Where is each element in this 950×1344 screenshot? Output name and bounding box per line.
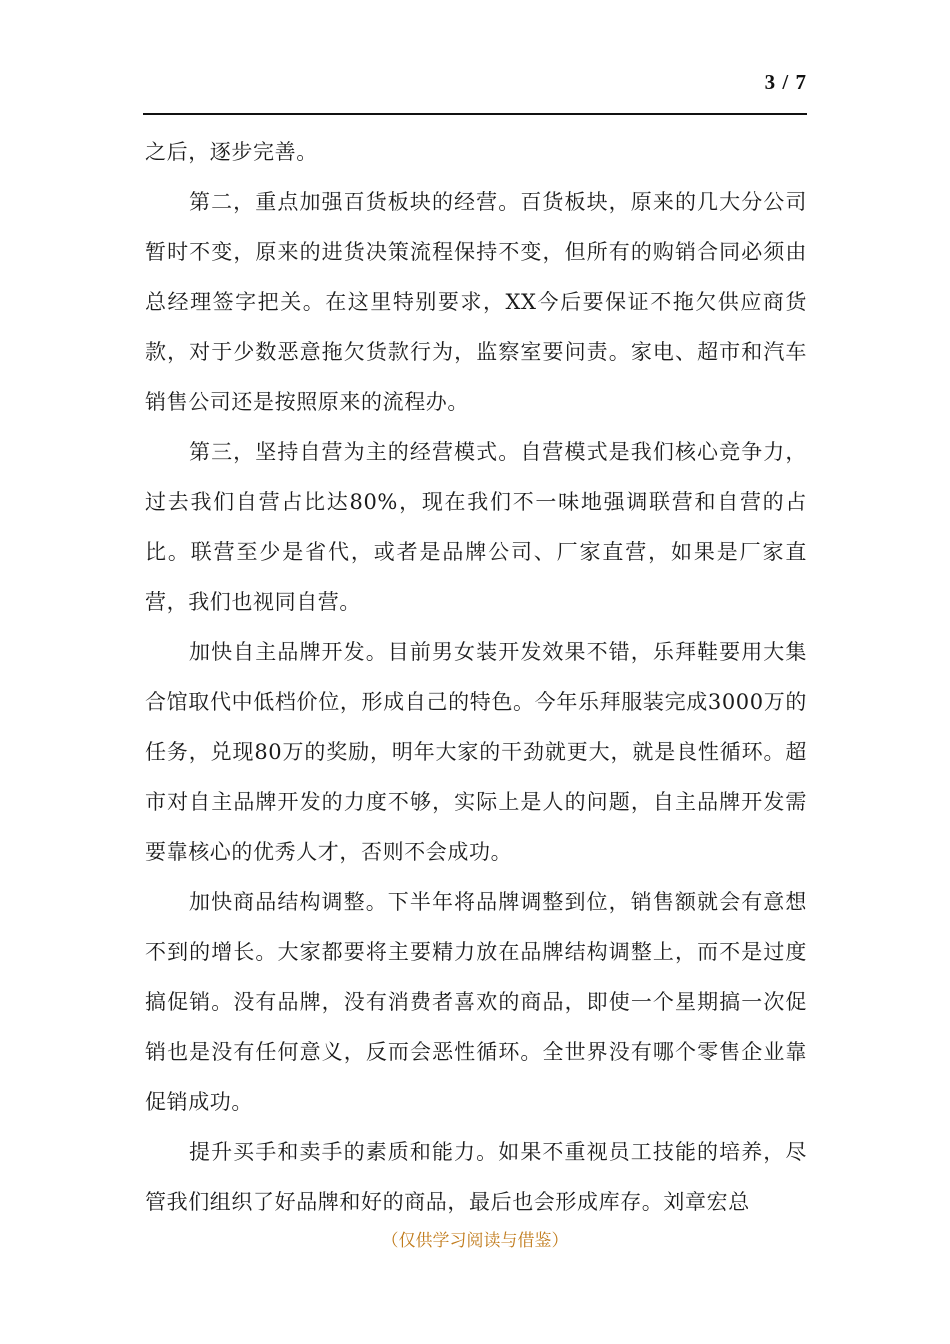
paragraph-staff-skills: 提升买手和卖手的素质和能力。如果不重视员工技能的培养，尽管我们组织了好品牌和好的商品，最后也会形成库存。刘章宏总 bbox=[145, 1140, 807, 1214]
paragraph-product-structure: 加快商品结构调整。下半年将品牌调整到位，销售额就会有意想不到的增长。大家都要将主要精力放在品牌结构调整上，而不是过度搞促销。没有品牌，没有消费者喜欢的商品，即使一个星期搞一次促销也是没有任何意义，反而会恶性循环。全世界没有哪个零售企业靠促销成功。 bbox=[145, 890, 807, 1114]
paragraph-continuation: 之后，逐步完善。 bbox=[145, 140, 318, 164]
paragraph-department-store: 第二，重点加强百货板块的经营。百货板块，原来的几大分公司暂时不变，原来的进货决策流程保持不变，但所有的购销合同必须由总经理签字把关。在这里特别要求，XX今后要保证不拖欠供应商货款，对于少数恶意拖欠货款行为，监察室要问责。家电、超市和汽车销售公司还是按照原来的流程办。 bbox=[145, 190, 807, 414]
document-body bbox=[145, 127, 807, 1227]
header-divider bbox=[143, 113, 807, 115]
footer-disclaimer: （仅供学习阅读与借鉴） bbox=[381, 1231, 569, 1251]
paragraph-self-operation: 第三，坚持自营为主的经营模式。自营模式是我们核心竞争力，过去我们自营占比达80%，现在我们不一味地强调联营和自营的占比。联营至少是省代，或者是品牌公司、厂家直营，如果是厂家直营，我们也视同自营。 bbox=[145, 440, 807, 614]
paragraph-own-brand: 加快自主品牌开发。目前男女装开发效果不错，乐拜鞋要用大集合馆取代中低档价位，形成自己的特色。今年乐拜服装完成3000万的任务，兑现80万的奖励，明年大家的干劲就更大，就是良性循环。超市对自主品牌开发的力度不够，实际上是人的问题，自主品牌开发需要靠核心的优秀人才，否则不会成功。 bbox=[145, 640, 807, 864]
page-number: 3 / 7 bbox=[764, 70, 807, 94]
